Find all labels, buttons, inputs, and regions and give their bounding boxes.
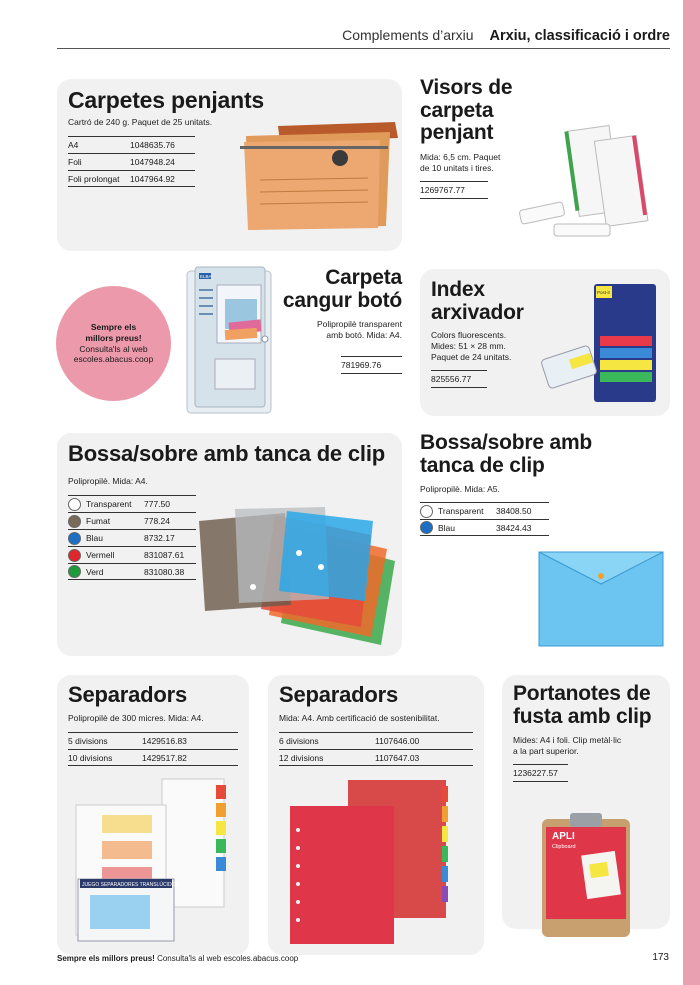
index-filer-ref: 825556.77 (431, 370, 487, 388)
hanging-viewers-desc: Mida: 6,5 cm. Paquet de 10 unitats i tires. (420, 152, 501, 174)
clip-envelope-a4-desc: Polipropilè. Mida: A4. (68, 476, 148, 486)
separators-card-title: Separadors (279, 682, 399, 707)
table-row: Blau 38424.43 (420, 519, 549, 536)
separators-pp-title: Separadors (68, 682, 188, 707)
clipboard-ref: 1236227.57 (513, 764, 568, 782)
clipboard-desc: Mides: A4 i foli. Clip metàl·lic a la part superior. (513, 735, 622, 757)
table-row: 6 divisions 1107646.00 (279, 732, 473, 749)
table-row: Transparent 38408.50 (420, 502, 549, 519)
table-row: A4 1048635.76 (68, 136, 195, 153)
color-swatch (68, 515, 81, 528)
clip-envelope-a5-image (537, 550, 665, 648)
index-filer-brand: Post-it (597, 290, 610, 295)
clip-envelope-a4-table (68, 495, 196, 580)
table-row: Blau 8732.17 (68, 529, 196, 546)
hanging-folder-image (240, 120, 400, 232)
clipboard-brand-sub: Clipboard (552, 844, 576, 850)
clipboard-title: Portanotes de fusta amb clip (513, 682, 652, 728)
side-accent-strip (683, 0, 700, 985)
color-swatch (68, 532, 81, 545)
table-row: Verd 831080.38 (68, 563, 196, 580)
table-row: 10 divisions 1429517.82 (68, 749, 238, 766)
header-divider (57, 48, 670, 49)
kangaroo-folder-title: Carpeta cangur botó (282, 266, 402, 312)
table-row: 5 divisions 1429516.83 (68, 732, 238, 749)
clipboard-brand: APLI (552, 831, 575, 842)
index-filer-desc: Colors fluorescents. Mides: 51 × 28 mm. Paquet de 24 unitats. (431, 330, 512, 363)
table-row: Transparent 777.50 (68, 495, 196, 512)
color-swatch (68, 565, 81, 578)
color-swatch (420, 505, 433, 518)
kangaroo-folder-desc: Polipropilè transparent amb botó. Mida: A4. (316, 319, 402, 341)
clipboard-image (540, 813, 634, 939)
color-swatch (420, 521, 433, 534)
clip-envelope-a5-table (420, 502, 549, 536)
kangaroo-folder-image (185, 265, 275, 415)
table-row: Vermell 831087.61 (68, 546, 196, 563)
separators-card-image (288, 778, 458, 946)
index-filer-title: Index arxivador (431, 278, 524, 324)
footer-note: Sempre els millors preus! Consulta'ls al web escoles.abacus.coop (57, 954, 299, 963)
index-filer-image (540, 282, 660, 408)
separators-pp-desc: Polipropilè de 300 micres. Mida: A4. (68, 713, 204, 723)
clip-envelope-a5-title: Bossa/sobre amb tanca de clip (420, 431, 593, 477)
table-row: 12 divisions 1107647.03 (279, 749, 473, 766)
clip-envelope-a5-desc: Polipropilè. Mida: A5. (420, 484, 500, 494)
hanging-viewers-image (518, 120, 668, 245)
table-row: Fumat 778.24 (68, 512, 196, 529)
hanging-viewers-title: Visors de carpeta penjant (420, 76, 513, 145)
header-category: Complements d’arxiu (342, 27, 474, 43)
separators-card-desc: Mida: A4. Amb certificació de sostenibilitat. (279, 713, 440, 723)
separators-pp-table (68, 732, 238, 766)
kangaroo-folder-label: ELBA (200, 274, 212, 279)
hanging-folders-title: Carpetes penjants (68, 87, 264, 113)
color-swatch (68, 549, 81, 562)
separators-pp-image (72, 775, 232, 945)
clip-envelope-a4-title: Bossa/sobre amb tanca de clip (68, 441, 385, 466)
hanging-folders-desc: Cartró de 240 g. Paquet de 25 unitats. (68, 117, 213, 127)
hanging-viewers-ref: 1269767.77 (420, 181, 488, 199)
header-section: Arxiu, classificació i ordre (489, 28, 670, 44)
separators-pp-label: JUEGO SEPARADORES TRANSLÚCIDOS (82, 882, 179, 888)
color-swatch (68, 498, 81, 511)
kangaroo-folder-ref: 781969.76 (341, 356, 402, 374)
hanging-folders-table (68, 136, 195, 187)
table-row: Foli prolongat 1047964.92 (68, 170, 195, 187)
table-row: Foli 1047948.24 (68, 153, 195, 170)
page-number: 173 (652, 952, 669, 963)
separators-card-table (279, 732, 473, 766)
page-header (57, 27, 670, 47)
promo-badge: Sempre els millors preus! Consulta'ls al web escoles.abacus.coop (56, 286, 171, 401)
clip-envelope-a4-image (195, 505, 415, 650)
